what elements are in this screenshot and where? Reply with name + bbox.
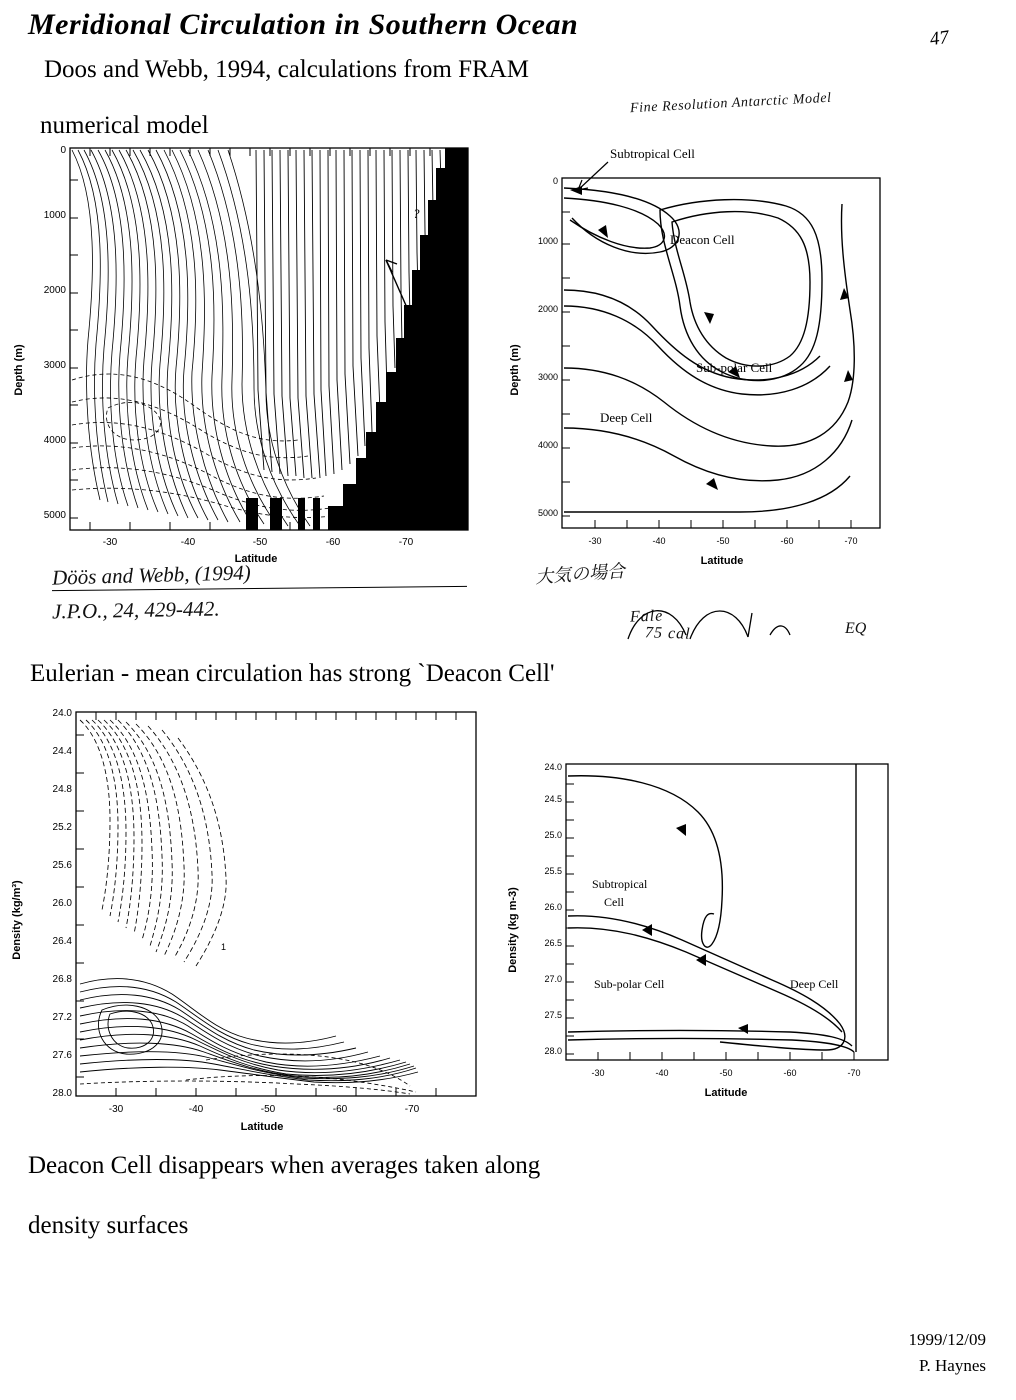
svg-text:-40: -40 <box>655 1068 669 1078</box>
handwritten-note-top: Fine Resolution Antarctic Model <box>629 90 832 117</box>
svg-text:-60: -60 <box>332 1104 348 1115</box>
svg-text:-40: -40 <box>652 536 666 546</box>
handwritten-reference-line-2: J.P.O., 24, 429-442. <box>51 596 220 624</box>
svg-text:26.8: 26.8 <box>52 974 72 985</box>
svg-text:-40: -40 <box>180 537 196 548</box>
subtitle-line-2: numerical model <box>40 112 209 139</box>
svg-text:27.2: 27.2 <box>52 1012 72 1023</box>
svg-text:-70: -70 <box>844 536 858 546</box>
figure-bottom-right <box>500 740 920 1140</box>
svg-text:-30: -30 <box>588 536 602 546</box>
svg-text:Deep Cell: Deep Cell <box>790 977 839 991</box>
svg-text:-40: -40 <box>188 1104 204 1115</box>
svg-text:24.8: 24.8 <box>52 784 72 795</box>
footer <box>909 1327 986 1378</box>
svg-text:Latitude: Latitude <box>704 1087 748 1099</box>
figure-top-left <box>8 140 478 580</box>
svg-text:Latitude: Latitude <box>700 555 744 567</box>
svg-text:25.0: 25.0 <box>544 830 562 840</box>
svg-text:28.0: 28.0 <box>544 1046 562 1056</box>
svg-text:26.0: 26.0 <box>544 902 562 912</box>
svg-text:Cell: Cell <box>604 895 624 909</box>
svg-text:24.0: 24.0 <box>544 762 562 772</box>
svg-text:Latitude: Latitude <box>234 553 278 565</box>
figure-top-right <box>500 140 920 580</box>
svg-text:26.5: 26.5 <box>544 938 562 948</box>
svg-text:-30: -30 <box>108 1104 124 1115</box>
svg-text:Deep Cell: Deep Cell <box>600 410 653 425</box>
svg-text:2000: 2000 <box>537 304 558 314</box>
subtitle-line-1: Doos and Webb, 1994, calculations from FRAM <box>44 56 529 83</box>
footer-date: 1999/12/09 <box>908 1330 986 1349</box>
svg-text:-50: -50 <box>716 536 730 546</box>
svg-text:24.5: 24.5 <box>544 794 562 804</box>
svg-text:24.0: 24.0 <box>52 708 72 719</box>
svg-text:27.0: 27.0 <box>544 974 562 984</box>
svg-text:-50: -50 <box>719 1068 733 1078</box>
handwritten-cjk-note: 大気の場合 <box>534 560 626 588</box>
svg-text:-30: -30 <box>102 537 118 548</box>
handwritten-arcs <box>620 595 850 645</box>
svg-text:-70: -70 <box>398 537 414 548</box>
svg-text:Density (kg m-3): Density (kg m-3) <box>507 887 519 973</box>
svg-text:26.0: 26.0 <box>52 898 72 909</box>
handwritten-scribble-3: EQ <box>845 620 867 637</box>
footer-author: P. Haynes <box>918 1355 986 1375</box>
caption-bottom-line-2: density surfaces <box>28 1212 189 1239</box>
handwritten-reference-line-1: Döös and Webb, (1994) <box>51 560 251 590</box>
svg-text:2000: 2000 <box>43 285 66 296</box>
svg-text:Sub-polar Cell: Sub-polar Cell <box>696 360 773 375</box>
figure-bottom-left <box>6 700 486 1150</box>
svg-text:-50: -50 <box>252 537 268 548</box>
svg-text:Density (kg/m³): Density (kg/m³) <box>11 880 23 960</box>
svg-text:1000: 1000 <box>537 236 558 246</box>
svg-text:24.4: 24.4 <box>52 746 72 757</box>
svg-text:-50: -50 <box>260 1104 276 1115</box>
svg-text:-30: -30 <box>591 1068 605 1078</box>
svg-text:27.6: 27.6 <box>52 1050 72 1061</box>
svg-text:1000: 1000 <box>43 210 66 221</box>
svg-text:Subtropical: Subtropical <box>592 877 648 891</box>
svg-text:0: 0 <box>552 176 558 186</box>
svg-text:3000: 3000 <box>43 360 66 371</box>
svg-text:25.6: 25.6 <box>52 860 72 871</box>
svg-text:1: 1 <box>221 942 227 952</box>
svg-text:28.0: 28.0 <box>52 1088 72 1099</box>
svg-text:4000: 4000 <box>43 435 66 446</box>
svg-text:-70: -70 <box>404 1104 420 1115</box>
svg-text:4000: 4000 <box>537 440 558 450</box>
handwritten-scribble-1: Fale <box>629 607 664 626</box>
svg-text:5000: 5000 <box>537 508 558 518</box>
svg-text:Depth (m): Depth (m) <box>13 344 25 396</box>
svg-text:Deacon Cell: Deacon Cell <box>670 232 735 247</box>
svg-text:Subtropical Cell: Subtropical Cell <box>610 146 695 161</box>
svg-text:-70: -70 <box>847 1068 861 1078</box>
page-number: 47 <box>928 26 951 51</box>
svg-text:0: 0 <box>60 145 66 156</box>
svg-text:27.5: 27.5 <box>544 1010 562 1020</box>
svg-text:Depth (m): Depth (m) <box>509 344 521 396</box>
svg-text:5000: 5000 <box>43 510 66 521</box>
svg-text:-60: -60 <box>325 537 341 548</box>
page-title: Meridional Circulation in Southern Ocean <box>28 8 579 41</box>
caption-middle: Eulerian - mean circulation has strong `Deacon Cell' <box>30 660 555 687</box>
svg-text:-60: -60 <box>783 1068 797 1078</box>
svg-text:25.2: 25.2 <box>52 822 72 833</box>
svg-text:Latitude: Latitude <box>240 1121 284 1133</box>
svg-text:?: ? <box>413 206 420 221</box>
svg-text:3000: 3000 <box>537 372 558 382</box>
svg-text:Sub-polar Cell: Sub-polar Cell <box>594 977 665 991</box>
svg-text:26.4: 26.4 <box>52 936 72 947</box>
svg-text:25.5: 25.5 <box>544 866 562 876</box>
handwritten-scribble-2: 75 cal <box>644 624 691 643</box>
caption-bottom-line-1: Deacon Cell disappears when averages taken along <box>28 1152 541 1179</box>
svg-text:-60: -60 <box>780 536 794 546</box>
